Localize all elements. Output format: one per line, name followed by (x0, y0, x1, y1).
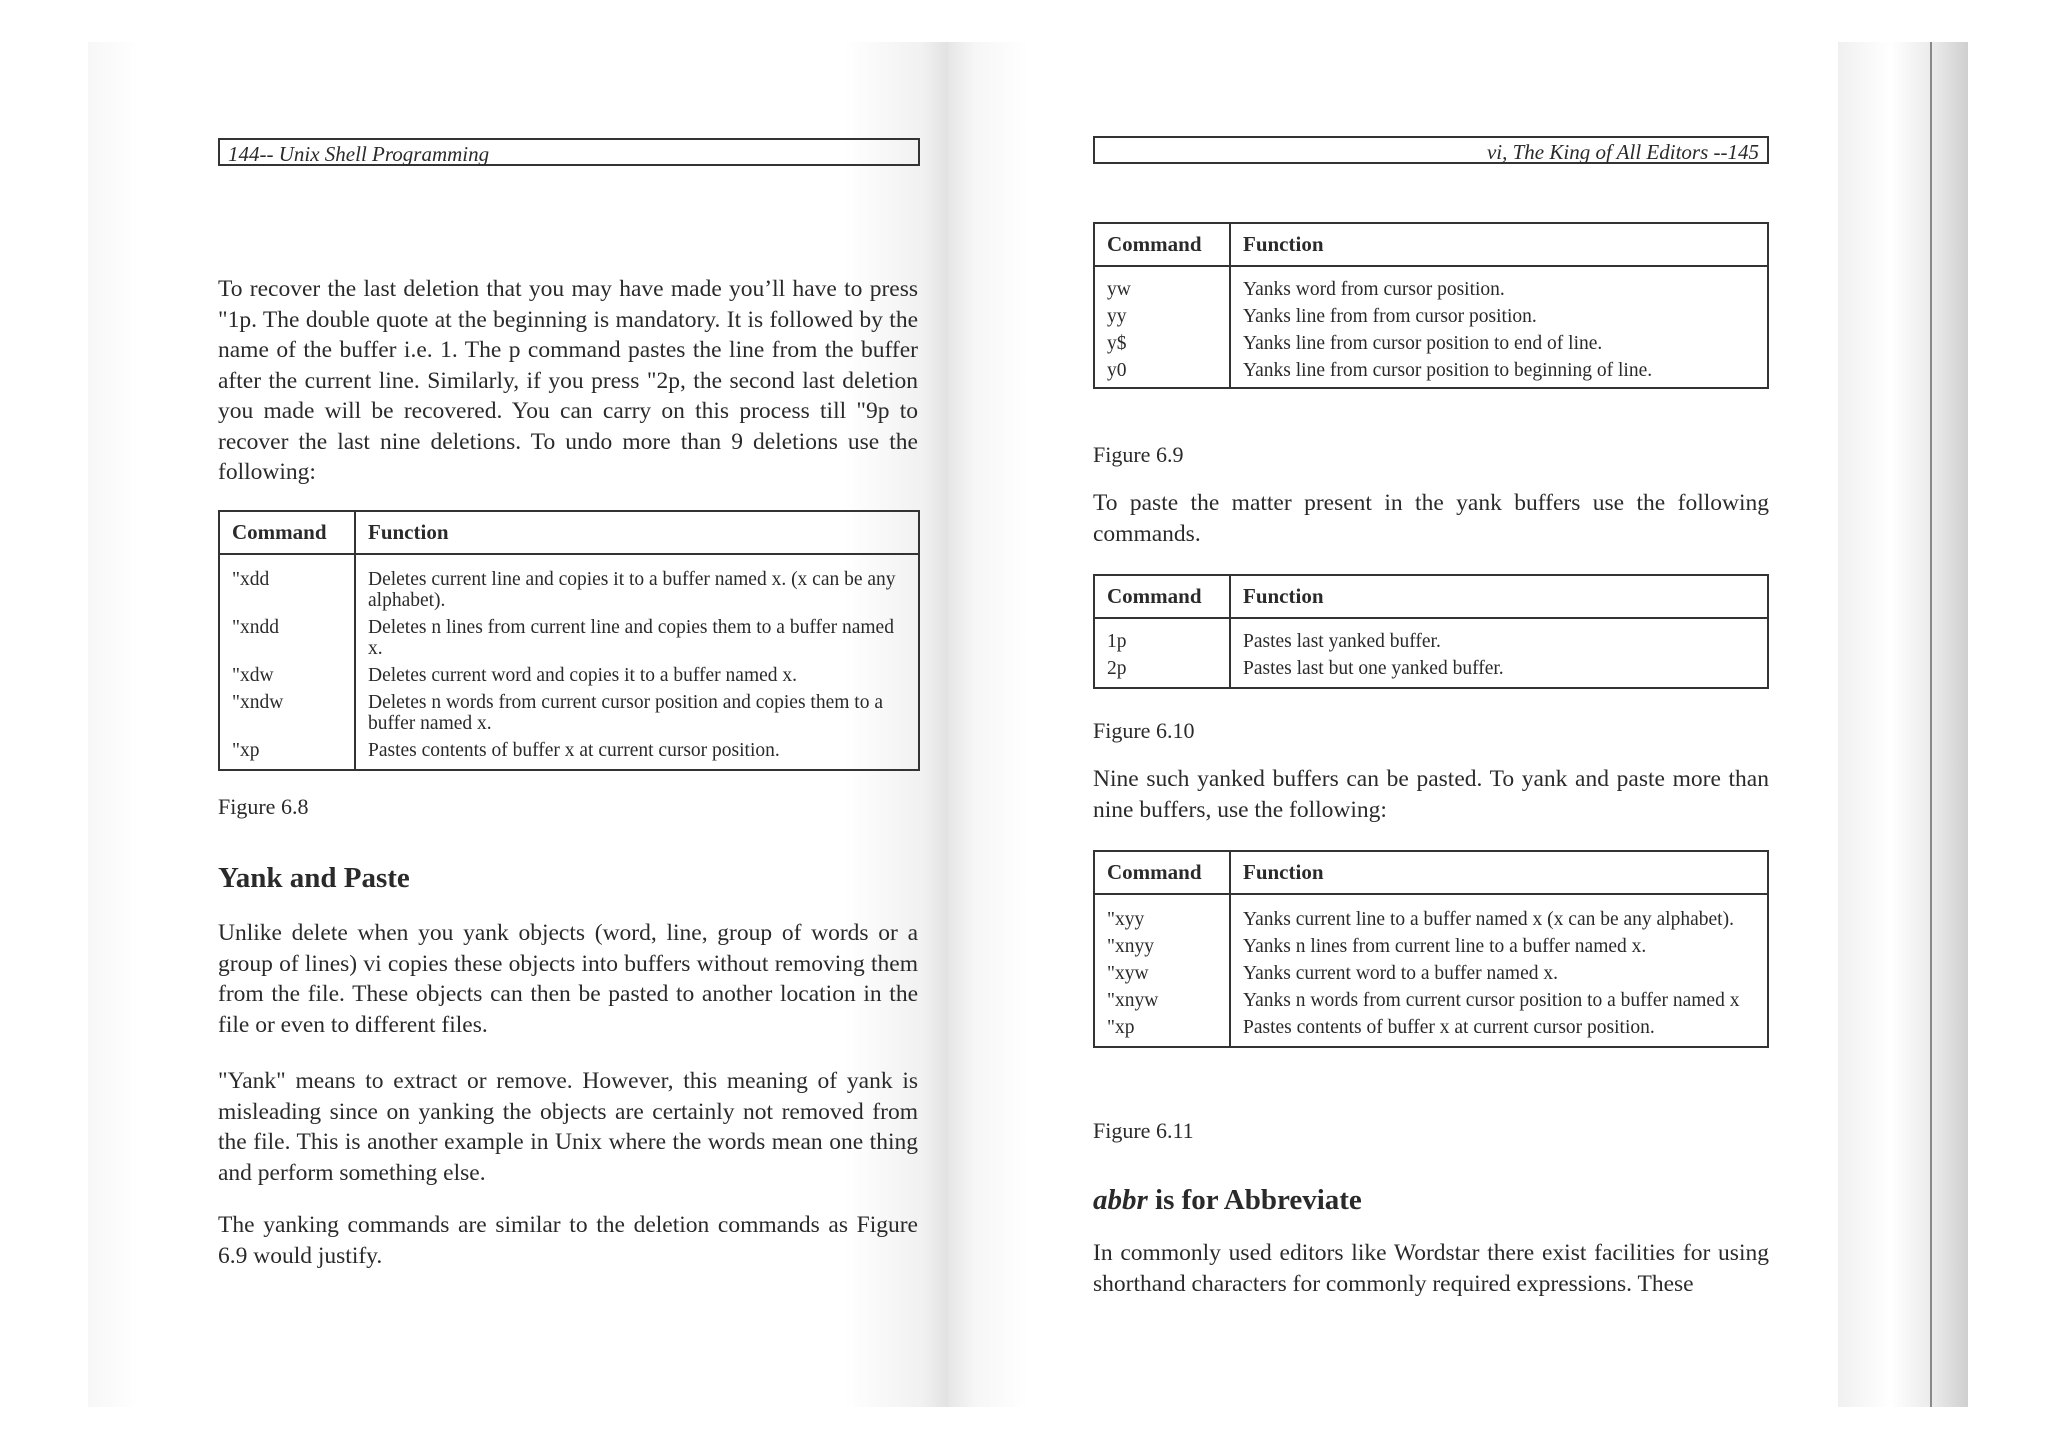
table-row (1094, 357, 1768, 388)
left-paragraph-1: Unlike delete when you yank objects (word, line, group of words or a group of lines) vi copies these objects into buffers without removing them from the file. These objects can then be pasted to another location in the file or even to different files. (218, 920, 918, 1038)
table-header-command: Command (1094, 575, 1230, 618)
table-row (1094, 894, 1768, 933)
paste-table (1093, 574, 1769, 689)
table-row (1094, 655, 1768, 688)
function-cell: Yanks current line to a buffer named x (x can be any alphabet). (1243, 909, 1734, 930)
table-row (1094, 1014, 1768, 1047)
table-header-command: Command (1094, 851, 1230, 894)
command-cell: "xndw (219, 689, 355, 737)
yank-table (1093, 222, 1769, 389)
command-cell: yy (1094, 303, 1230, 330)
table-row (219, 554, 919, 614)
table-header-command: Command (1094, 223, 1230, 266)
table-row (1094, 330, 1768, 357)
left-intro-paragraph: To recover the last deletion that you may have made you’ll have to press "1p. The double quote at the beginning is mandatory. It is followed by the name of the buffer i.e. 1. The p command pastes the line from the buffer after the current line. Similarly, if you press "2p, the second last deletion you made will be recovered. You can carry on this process till "9p to recover the last nine deletions. To undo more than 9 deletions use the following: (218, 276, 918, 485)
function-cell: Deletes current line and copies it to a buffer named x. (x can be any alphabet). (368, 569, 896, 611)
function-cell: Yanks line from from cursor position. (1243, 306, 1537, 327)
left-paragraph-3: The yanking commands are similar to the deletion commands as Figure 6.9 would justify. (218, 1212, 918, 1269)
function-cell: Yanks current word to a buffer named x. (1243, 963, 1558, 984)
function-cell: Deletes n words from current cursor position and copies them to a buffer named x. (368, 692, 883, 734)
table-row (1094, 266, 1768, 303)
command-cell: "xyy (1094, 894, 1230, 933)
command-cell: "xndd (219, 614, 355, 662)
section-heading (1093, 1184, 1362, 1217)
table-row (1094, 618, 1768, 655)
command-cell: y0 (1094, 357, 1230, 388)
figure-caption: Figure 6.8 (218, 794, 309, 819)
command-cell: 1p (1094, 618, 1230, 655)
function-cell: Pastes contents of buffer x at current cursor position. (1243, 1017, 1655, 1038)
function-cell: Deletes n lines from current line and copies them to a buffer named x. (368, 617, 894, 659)
function-cell: Yanks line from cursor position to end of line. (1243, 333, 1603, 354)
table-row (219, 737, 919, 770)
table-row (219, 614, 919, 662)
table-row (1094, 303, 1768, 330)
command-cell: yw (1094, 266, 1230, 303)
function-cell: Yanks n words from current cursor position to a buffer named x (1243, 990, 1740, 1011)
page-stack-edge (1838, 42, 1968, 1407)
figure-caption: Figure 6.10 (1093, 718, 1195, 743)
right-page-header: vi, The King of All Editors --145 (1093, 136, 1769, 164)
command-cell: "xp (219, 737, 355, 770)
named-yank-table (1093, 850, 1769, 1048)
right-paragraph-2: Nine such yanked buffers can be pasted. To yank and paste more than nine buffers, use the following: (1093, 766, 1769, 823)
table-header-function: Function (355, 511, 919, 554)
table-header-command: Command (219, 511, 355, 554)
left-paragraph-2: "Yank" means to extract or remove. However, this meaning of yank is misleading since on yanking the objects are certainly not removed from the file. This is another example in Unix where the words mean one thing and perform something else. (218, 1068, 918, 1186)
section-heading-text: is for Abbreviate (1147, 1184, 1362, 1216)
section-heading: Yank and Paste (218, 862, 410, 894)
table-row (1094, 987, 1768, 1014)
table-header-function: Function (1230, 223, 1768, 266)
right-paragraph-1: To paste the matter present in the yank buffers use the following commands. (1093, 490, 1769, 547)
figure-caption: Figure 6.9 (1093, 442, 1184, 467)
function-cell: Yanks line from cursor position to beginning of line. (1243, 360, 1653, 381)
function-cell: Pastes last yanked buffer. (1243, 631, 1441, 652)
right-page (948, 42, 1838, 1407)
table-header-function: Function (1230, 851, 1768, 894)
abbr-command-name: abbr (1093, 1184, 1148, 1216)
delete-buffer-table (218, 510, 920, 771)
command-cell: "xp (1094, 1014, 1230, 1047)
right-paragraph-3: In commonly used editors like Wordstar there exist facilities for using shorthand characters for commonly required expressions. These (1093, 1240, 1769, 1297)
table-header-function: Function (1230, 575, 1768, 618)
table-row (1094, 960, 1768, 987)
open-book (88, 42, 1968, 1407)
command-cell: "xyw (1094, 960, 1230, 987)
table-row (1094, 933, 1768, 960)
command-cell: "xnyy (1094, 933, 1230, 960)
function-cell: Yanks n lines from current line to a buffer named x. (1243, 936, 1647, 957)
figure-caption: Figure 6.11 (1093, 1118, 1194, 1143)
function-cell: Pastes last but one yanked buffer. (1243, 658, 1504, 679)
function-cell: Yanks word from cursor position. (1243, 279, 1505, 300)
function-cell: Deletes current word and copies it to a buffer named x. (368, 665, 798, 686)
left-page-header: 144-- Unix Shell Programming (218, 138, 920, 166)
function-cell: Pastes contents of buffer x at current cursor position. (368, 740, 780, 761)
command-cell: 2p (1094, 655, 1230, 688)
command-cell: "xdw (219, 662, 355, 689)
table-row (219, 689, 919, 737)
command-cell: "xnyw (1094, 987, 1230, 1014)
left-page (88, 42, 948, 1407)
command-cell: y$ (1094, 330, 1230, 357)
page-stack-line (1930, 42, 1932, 1407)
table-row (219, 662, 919, 689)
command-cell: "xdd (219, 554, 355, 614)
